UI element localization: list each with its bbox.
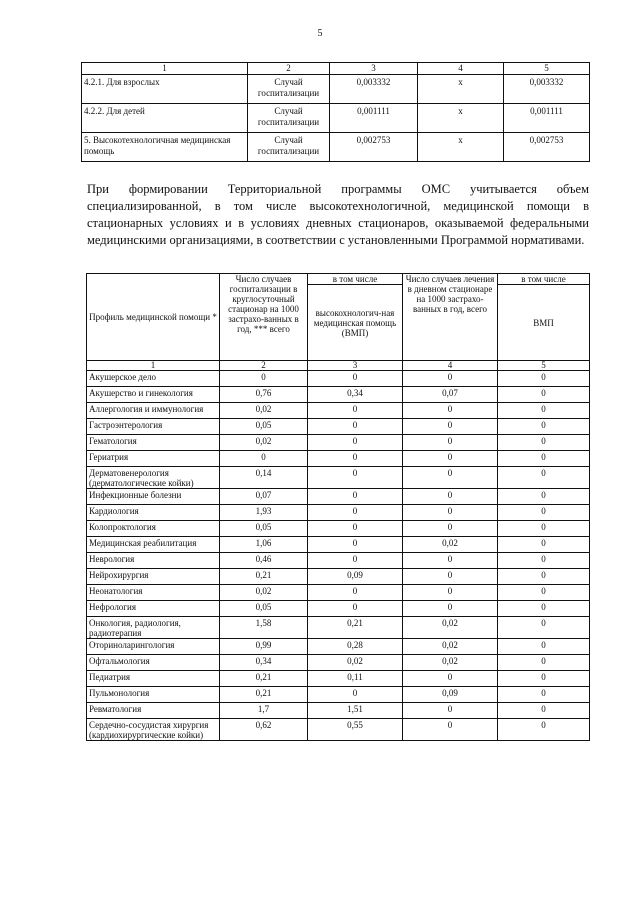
col-number: 2 <box>220 361 308 371</box>
table-row <box>87 387 590 403</box>
value-cell: х <box>418 75 504 104</box>
value-cell: 0,001111 <box>330 104 418 133</box>
header-profile: Профиль медицинской помощи * <box>87 274 220 361</box>
value-cell: 0 <box>403 719 498 741</box>
value-cell: 0 <box>498 387 590 403</box>
header-hitech-care: высокохнологич-ная медицинская помощь (ВМП) <box>308 285 403 361</box>
value-cell: 0,05 <box>220 601 308 617</box>
value-cell: 0,09 <box>308 569 403 585</box>
value-cell: 0 <box>403 435 498 451</box>
value-cell: 0,09 <box>403 687 498 703</box>
value-cell: х <box>418 133 504 162</box>
header-including: в том числе <box>308 274 403 285</box>
row-label: Педиатрия <box>87 671 220 687</box>
value-cell: 0 <box>308 521 403 537</box>
table-row <box>87 719 590 741</box>
row-label: Офтальмология <box>87 655 220 671</box>
table-row <box>87 655 590 671</box>
body-paragraph: При формировании Территориальной программы ОМС учитывается объем специализированной, в том числе высокотехнологичной, медицинской помощи в стационарных условиях и в условиях дневных стационаров, оказываемой федеральными медицинскими организациями, в соответствии с установленными Программой нормативами. <box>87 182 589 247</box>
value-cell: 0 <box>498 505 590 521</box>
row-label: Нефрология <box>87 601 220 617</box>
value-cell: 0,11 <box>308 671 403 687</box>
row-label: Акушерское дело <box>87 371 220 387</box>
value-cell: 0 <box>498 617 590 639</box>
profile-norms-table <box>86 273 590 741</box>
table-row <box>87 617 590 639</box>
table-row <box>87 569 590 585</box>
value-cell: 0 <box>498 371 590 387</box>
value-cell: 0,34 <box>220 655 308 671</box>
row-label: Гематология <box>87 435 220 451</box>
value-cell: 0,002753 <box>330 133 418 162</box>
value-cell: 0 <box>308 601 403 617</box>
value-cell: 0,02 <box>308 655 403 671</box>
value-cell: 0 <box>498 435 590 451</box>
value-cell: 0 <box>498 553 590 569</box>
table-row <box>87 505 590 521</box>
col-number: 2 <box>248 63 330 75</box>
value-cell: 0 <box>498 703 590 719</box>
value-cell: 0 <box>308 553 403 569</box>
row-label: Кардиология <box>87 505 220 521</box>
row-label: Акушерство и гинекология <box>87 387 220 403</box>
value-cell: 1,06 <box>220 537 308 553</box>
value-cell: 0,02 <box>403 617 498 639</box>
value-cell: 0 <box>498 687 590 703</box>
value-cell: 0 <box>308 451 403 467</box>
value-cell: 0,28 <box>308 639 403 655</box>
table-row <box>87 537 590 553</box>
value-cell: 0 <box>498 403 590 419</box>
table-row <box>87 585 590 601</box>
row-label: Нейрохирургия <box>87 569 220 585</box>
value-cell: 0,02 <box>403 639 498 655</box>
row-label: 4.2.1. Для взрослых <box>82 75 248 104</box>
header-day-cases: Число случаев лечения в дневном стационаре на 1000 застрахо-ванных в год, всего <box>403 274 498 361</box>
table-row <box>87 435 590 451</box>
value-cell: 0,05 <box>220 419 308 435</box>
value-cell: 0 <box>403 521 498 537</box>
value-cell: 0,07 <box>403 387 498 403</box>
value-cell: 0 <box>498 655 590 671</box>
value-cell: 0,02 <box>220 403 308 419</box>
value-cell: 0 <box>498 419 590 435</box>
value-cell: 0 <box>403 553 498 569</box>
value-cell: 0 <box>308 687 403 703</box>
value-cell: 0 <box>498 537 590 553</box>
table-header-row <box>87 274 590 285</box>
value-cell: 0,07 <box>220 489 308 505</box>
table-row <box>87 467 590 489</box>
value-cell: 0,21 <box>220 569 308 585</box>
row-label: Дерматовенерология (дерматологические койки) <box>87 467 220 489</box>
value-cell: 0 <box>498 719 590 741</box>
table-row <box>87 687 590 703</box>
value-cell: 1,7 <box>220 703 308 719</box>
value-cell: 0 <box>220 451 308 467</box>
value-cell: 1,51 <box>308 703 403 719</box>
unit-cell: Случай госпитализации <box>248 133 330 162</box>
table-header-row <box>82 63 590 75</box>
value-cell: 0,21 <box>220 671 308 687</box>
table-row <box>87 419 590 435</box>
value-cell: 0,02 <box>220 435 308 451</box>
value-cell: 0 <box>403 467 498 489</box>
table-row <box>87 703 590 719</box>
unit-cell: Случай госпитализации <box>248 75 330 104</box>
row-label: Оториноларингология <box>87 639 220 655</box>
value-cell: 1,58 <box>220 617 308 639</box>
col-number: 3 <box>308 361 403 371</box>
col-number: 1 <box>82 63 248 75</box>
column-numbers-row <box>87 361 590 371</box>
value-cell: 0 <box>403 419 498 435</box>
value-cell: 0 <box>308 435 403 451</box>
table-row <box>87 671 590 687</box>
value-cell: 0 <box>498 467 590 489</box>
value-cell: 0 <box>403 585 498 601</box>
value-cell: 0 <box>403 371 498 387</box>
col-number: 5 <box>498 361 590 371</box>
value-cell: 0,02 <box>403 537 498 553</box>
value-cell: 0,003332 <box>504 75 590 104</box>
value-cell: 0 <box>308 403 403 419</box>
table-row <box>82 104 590 133</box>
value-cell: 0,21 <box>308 617 403 639</box>
header-hospital-cases: Число случаев госпитализации в круглосуточный стационар на 1000 застрахо-ванных в год, *** всего <box>220 274 308 361</box>
value-cell: 0 <box>498 585 590 601</box>
row-label: Сердечно-сосудистая хирургия (кардиохирургические койки) <box>87 719 220 741</box>
table-row <box>87 403 590 419</box>
row-label: Медицинская реабилитация <box>87 537 220 553</box>
value-cell: 0 <box>403 489 498 505</box>
value-cell: 0,34 <box>308 387 403 403</box>
value-cell: 0,76 <box>220 387 308 403</box>
value-cell: 0,001111 <box>504 104 590 133</box>
value-cell: 0,55 <box>308 719 403 741</box>
value-cell: 0,002753 <box>504 133 590 162</box>
row-label: 4.2.2. Для детей <box>82 104 248 133</box>
value-cell: 0,46 <box>220 553 308 569</box>
value-cell: 0 <box>403 601 498 617</box>
row-label: Аллергология и иммунология <box>87 403 220 419</box>
value-cell: 0 <box>308 371 403 387</box>
table-row <box>82 75 590 104</box>
value-cell: 0 <box>403 671 498 687</box>
value-cell: 0 <box>498 569 590 585</box>
norms-table-continuation <box>81 62 590 162</box>
value-cell: 0,02 <box>403 655 498 671</box>
value-cell: 0 <box>308 585 403 601</box>
table-row <box>87 601 590 617</box>
value-cell: 0 <box>308 505 403 521</box>
value-cell: 0,02 <box>220 585 308 601</box>
value-cell: 0 <box>308 489 403 505</box>
value-cell: 0 <box>498 671 590 687</box>
value-cell: 1,93 <box>220 505 308 521</box>
value-cell: 0 <box>498 639 590 655</box>
row-label: Инфекционные болезни <box>87 489 220 505</box>
table-row <box>87 371 590 387</box>
row-label: Пульмонология <box>87 687 220 703</box>
col-number: 1 <box>87 361 220 371</box>
table-row <box>87 639 590 655</box>
row-label: Онкология, радиология, радиотерапия <box>87 617 220 639</box>
row-label: Неонатология <box>87 585 220 601</box>
col-number: 4 <box>418 63 504 75</box>
value-cell: 0,99 <box>220 639 308 655</box>
row-label: Ревматология <box>87 703 220 719</box>
col-number: 4 <box>403 361 498 371</box>
value-cell: 0 <box>308 467 403 489</box>
value-cell: 0,003332 <box>330 75 418 104</box>
col-number: 3 <box>330 63 418 75</box>
value-cell: 0,62 <box>220 719 308 741</box>
value-cell: 0 <box>498 489 590 505</box>
value-cell: 0,05 <box>220 521 308 537</box>
row-label: Гериатрия <box>87 451 220 467</box>
unit-cell: Случай госпитализации <box>248 104 330 133</box>
page-number: 5 <box>317 28 323 39</box>
value-cell: 0 <box>498 451 590 467</box>
value-cell: 0 <box>308 419 403 435</box>
table-row <box>87 521 590 537</box>
value-cell: 0 <box>498 521 590 537</box>
table-row <box>82 133 590 162</box>
table-row <box>87 553 590 569</box>
value-cell: 0 <box>220 371 308 387</box>
value-cell: 0 <box>403 569 498 585</box>
row-label: Неврология <box>87 553 220 569</box>
value-cell: 0,21 <box>220 687 308 703</box>
row-label: Колопроктология <box>87 521 220 537</box>
value-cell: 0 <box>498 601 590 617</box>
table-row <box>87 489 590 505</box>
table-row <box>87 451 590 467</box>
row-label: Гастроэнтерология <box>87 419 220 435</box>
value-cell: 0 <box>403 505 498 521</box>
header-including: в том числе <box>498 274 590 285</box>
row-label: 5. Высокотехнологичная медицинская помощь <box>82 133 248 162</box>
col-number: 5 <box>504 63 590 75</box>
value-cell: 0,14 <box>220 467 308 489</box>
value-cell: 0 <box>403 403 498 419</box>
value-cell: 0 <box>308 537 403 553</box>
value-cell: х <box>418 104 504 133</box>
value-cell: 0 <box>403 451 498 467</box>
header-vmp: ВМП <box>498 285 590 361</box>
value-cell: 0 <box>403 703 498 719</box>
